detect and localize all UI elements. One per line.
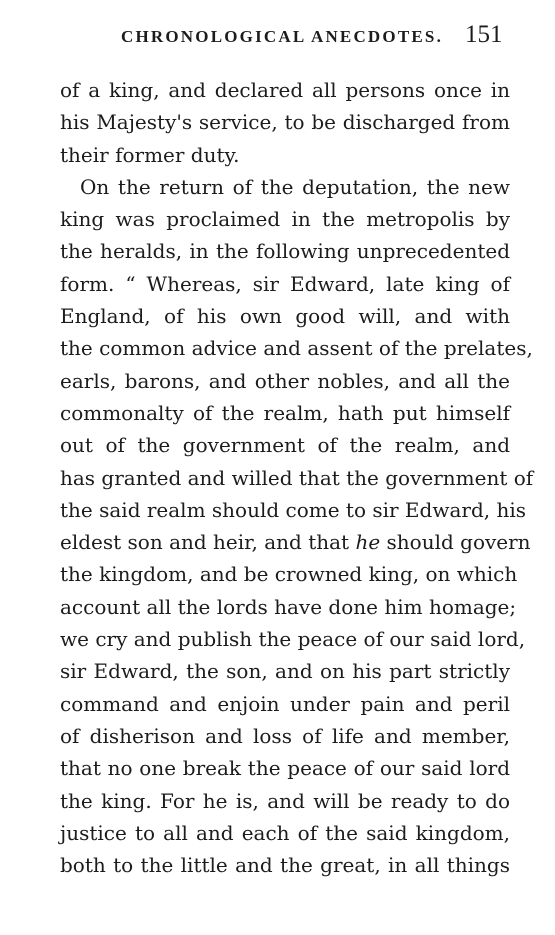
text-line: On the return of the deputation, the new (80, 174, 510, 199)
text-line (60, 526, 531, 558)
text-line: command and enjoin under pain and peril (60, 691, 510, 716)
text-line: account all the lords have done him homage; (60, 594, 517, 619)
italic-word: he (355, 530, 381, 555)
text-segment: eldest son and heir, and that (60, 530, 356, 555)
text-line: England, of his own good will, and with (60, 304, 510, 329)
text-line: commonalty of the realm, hath put himself (60, 400, 510, 425)
text-line: the said realm should come to sir Edward, his (60, 497, 526, 522)
text-line: justice to all and each of the said kingdom, (60, 820, 510, 845)
text-segment: should govern (380, 530, 531, 555)
text-line: that no one break the peace of our said lord (60, 756, 510, 781)
text-line: we cry and publish the peace of our said lord, (60, 627, 526, 652)
text-line: sir Edward, the son, and on his part strictly (60, 659, 510, 684)
text-line: form. “ Whereas, sir Edward, late king of (60, 271, 510, 296)
text-line: their former duty. (60, 142, 240, 167)
text-line: the common advice and assent of the prelates, (60, 336, 533, 361)
text-line: both to the little and the great, in all things (60, 853, 510, 878)
text-line: earls, barons, and other nobles, and all the (60, 368, 510, 393)
text-line: the heralds, in the following unprecedented (60, 239, 510, 264)
text-line: king was proclaimed in the metropolis by (60, 207, 510, 232)
text-line: has granted and willed that the government of (60, 465, 534, 490)
text-line: his Majesty's service, to be discharged from (60, 110, 510, 135)
page-number: 151 (465, 21, 503, 48)
text-line: of a king, and declared all persons once in (60, 78, 510, 102)
running-head (0, 22, 555, 52)
body-text (60, 74, 534, 881)
text-line: the kingdom, and be crowned king, on which (60, 562, 518, 587)
text-line: the king. For he is, and will be ready to do (60, 788, 510, 813)
text-line: out of the government of the realm, and (60, 433, 510, 458)
running-title: CHRONOLOGICAL ANECDOTES. (121, 27, 444, 46)
text-line: of disherison and loss of life and member, (60, 723, 510, 748)
